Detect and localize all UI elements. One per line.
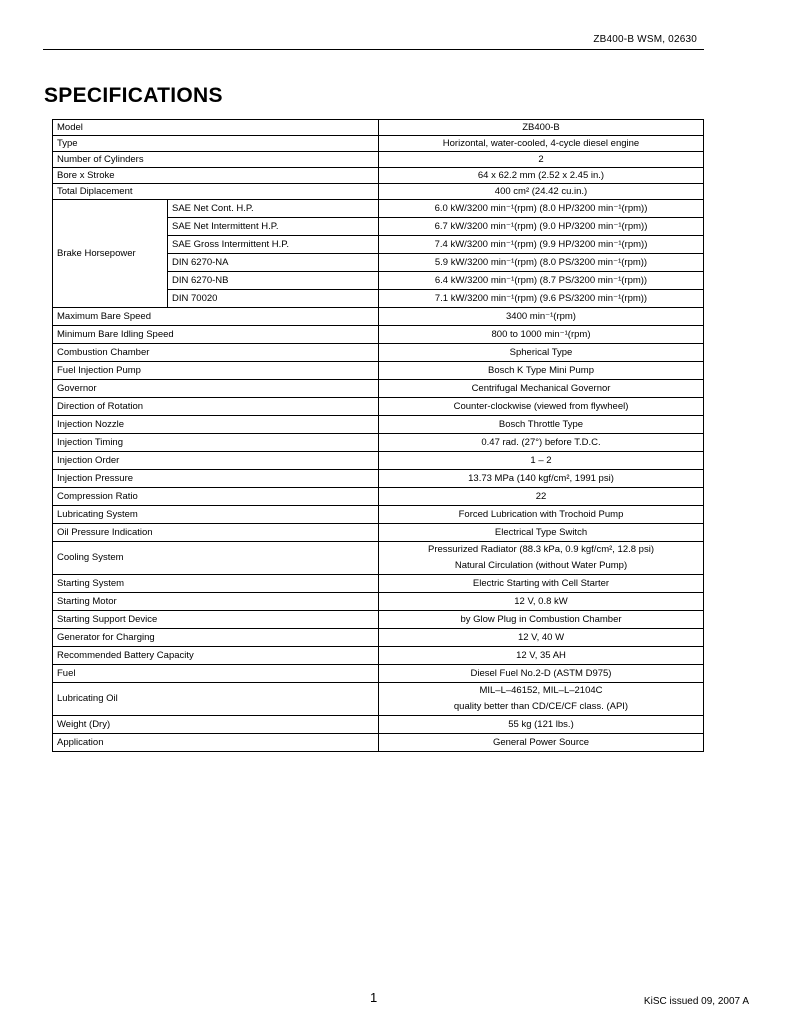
spec-label: Model: [53, 120, 379, 136]
spec-value: Diesel Fuel No.2-D (ASTM D975): [379, 665, 704, 683]
table-row: [53, 647, 704, 665]
table-row: [53, 506, 704, 524]
table-row: [53, 629, 704, 647]
spec-label: Injection Order: [53, 452, 379, 470]
page-title: SPECIFICATIONS: [44, 84, 223, 107]
spec-value: 13.73 MPa (140 kgf/cm², 1991 psi): [379, 470, 704, 488]
table-row: [53, 683, 704, 716]
brake-horsepower-label: Brake Horsepower: [53, 200, 168, 308]
cooling-line-2: Natural Circulation (without Water Pump): [454, 560, 628, 571]
spec-value: Bosch Throttle Type: [379, 416, 704, 434]
spec-value: 22: [379, 488, 704, 506]
spec-value: General Power Source: [379, 734, 704, 752]
table-row: [53, 593, 704, 611]
spec-label: Type: [53, 136, 379, 152]
spec-label: Combustion Chamber: [53, 344, 379, 362]
spec-label: Lubricating Oil: [53, 683, 379, 716]
spec-value: 12 V, 0.8 kW: [379, 593, 704, 611]
lube-oil-line-2: quality better than CD/CE/CF class. (API): [453, 701, 629, 712]
table-row: [53, 184, 704, 200]
table-row: [53, 362, 704, 380]
table-row: [53, 575, 704, 593]
spec-value: 800 to 1000 min⁻¹(rpm): [379, 326, 704, 344]
table-row: [53, 452, 704, 470]
spec-value: [379, 683, 704, 716]
document-reference: ZB400-B WSM, 02630: [593, 34, 697, 45]
spec-label: Fuel Injection Pump: [53, 362, 379, 380]
spec-value: by Glow Plug in Combustion Chamber: [379, 611, 704, 629]
spec-label: Direction of Rotation: [53, 398, 379, 416]
cooling-line-1: Pressurized Radiator (88.3 kPa, 0.9 kgf/cm², 12.8 psi): [428, 544, 654, 555]
spec-label: Starting Motor: [53, 593, 379, 611]
spec-label: Weight (Dry): [53, 716, 379, 734]
spec-value: Electric Starting with Cell Starter: [379, 575, 704, 593]
table-row: [53, 524, 704, 542]
hp-rating-value: 5.9 kW/3200 min⁻¹(rpm) (8.0 PS/3200 min⁻¹(rpm)): [379, 254, 704, 272]
spec-value: Counter-clockwise (viewed from flywheel): [379, 398, 704, 416]
spec-value: 12 V, 40 W: [379, 629, 704, 647]
table-row: [53, 136, 704, 152]
lube-oil-line-1: MIL–L–46152, MIL–L–2104C: [479, 685, 603, 696]
spec-label: Minimum Bare Idling Speed: [53, 326, 379, 344]
issue-note: KiSC issued 09, 2007 A: [643, 996, 749, 1007]
spec-label: Maximum Bare Speed: [53, 308, 379, 326]
spec-label: Compression Ratio: [53, 488, 379, 506]
hp-rating-label: SAE Gross Intermittent H.P.: [168, 236, 379, 254]
spec-value: 0.47 rad. (27°) before T.D.C.: [379, 434, 704, 452]
table-row: [53, 542, 704, 575]
hp-rating-label: DIN 6270-NA: [168, 254, 379, 272]
spec-value: ZB400-B: [379, 120, 704, 136]
spec-value: Bosch K Type Mini Pump: [379, 362, 704, 380]
spec-value: Electrical Type Switch: [379, 524, 704, 542]
hp-rating-value: 6.7 kW/3200 min⁻¹(rpm) (9.0 HP/3200 min⁻¹(rpm)): [379, 218, 704, 236]
spec-label: Injection Timing: [53, 434, 379, 452]
spec-label: Number of Cylinders: [53, 152, 379, 168]
spec-value: 55 kg (121 lbs.): [379, 716, 704, 734]
header-rule: [43, 49, 704, 50]
hp-rating-label: DIN 6270-NB: [168, 272, 379, 290]
spec-label: Oil Pressure Indication: [53, 524, 379, 542]
table-row: [53, 344, 704, 362]
table-row: [53, 734, 704, 752]
spec-label: Lubricating System: [53, 506, 379, 524]
table-row: [53, 152, 704, 168]
table-row: [53, 380, 704, 398]
spec-value: 2: [379, 152, 704, 168]
hp-rating-value: 7.4 kW/3200 min⁻¹(rpm) (9.9 HP/3200 min⁻¹(rpm)): [379, 236, 704, 254]
table-row: [53, 470, 704, 488]
table-row: [53, 416, 704, 434]
hp-rating-value: 6.0 kW/3200 min⁻¹(rpm) (8.0 HP/3200 min⁻¹(rpm)): [379, 200, 704, 218]
table-row: [53, 200, 704, 218]
hp-rating-value: 6.4 kW/3200 min⁻¹(rpm) (8.7 PS/3200 min⁻¹(rpm)): [379, 272, 704, 290]
table-row: [53, 308, 704, 326]
spec-label: Starting System: [53, 575, 379, 593]
spec-value: Spherical Type: [379, 344, 704, 362]
spec-value: [379, 542, 704, 575]
hp-rating-label: SAE Net Intermittent H.P.: [168, 218, 379, 236]
table-row: [53, 326, 704, 344]
spec-value: 400 cm² (24.42 cu.in.): [379, 184, 704, 200]
table-row: [53, 434, 704, 452]
spec-value: Centrifugal Mechanical Governor: [379, 380, 704, 398]
hp-rating-label: SAE Net Cont. H.P.: [168, 200, 379, 218]
spec-value: 12 V, 35 AH: [379, 647, 704, 665]
spec-label: Fuel: [53, 665, 379, 683]
table-row: [53, 665, 704, 683]
table-row: [53, 488, 704, 506]
spec-value: 1 – 2: [379, 452, 704, 470]
spec-label: Application: [53, 734, 379, 752]
table-row: [53, 398, 704, 416]
table-row: [53, 120, 704, 136]
page-number: 1: [370, 990, 378, 1005]
specifications-table: [52, 119, 704, 752]
spec-label: Bore x Stroke: [53, 168, 379, 184]
spec-label: Cooling System: [53, 542, 379, 575]
spec-value: 64 x 62.2 mm (2.52 x 2.45 in.): [379, 168, 704, 184]
table-row: [53, 611, 704, 629]
spec-label: Total Diplacement: [53, 184, 379, 200]
table-row: [53, 716, 704, 734]
hp-rating-value: 7.1 kW/3200 min⁻¹(rpm) (9.6 PS/3200 min⁻¹(rpm)): [379, 290, 704, 308]
hp-rating-label: DIN 70020: [168, 290, 379, 308]
spec-label: Injection Nozzle: [53, 416, 379, 434]
spec-label: Starting Support Device: [53, 611, 379, 629]
spec-value: Horizontal, water-cooled, 4-cycle diesel engine: [379, 136, 704, 152]
spec-value: Forced Lubrication with Trochoid Pump: [379, 506, 704, 524]
table-row: [53, 168, 704, 184]
spec-label: Injection Pressure: [53, 470, 379, 488]
spec-label: Governor: [53, 380, 379, 398]
spec-value: 3400 min⁻¹(rpm): [379, 308, 704, 326]
spec-label: Recommended Battery Capacity: [53, 647, 379, 665]
spec-label: Generator for Charging: [53, 629, 379, 647]
